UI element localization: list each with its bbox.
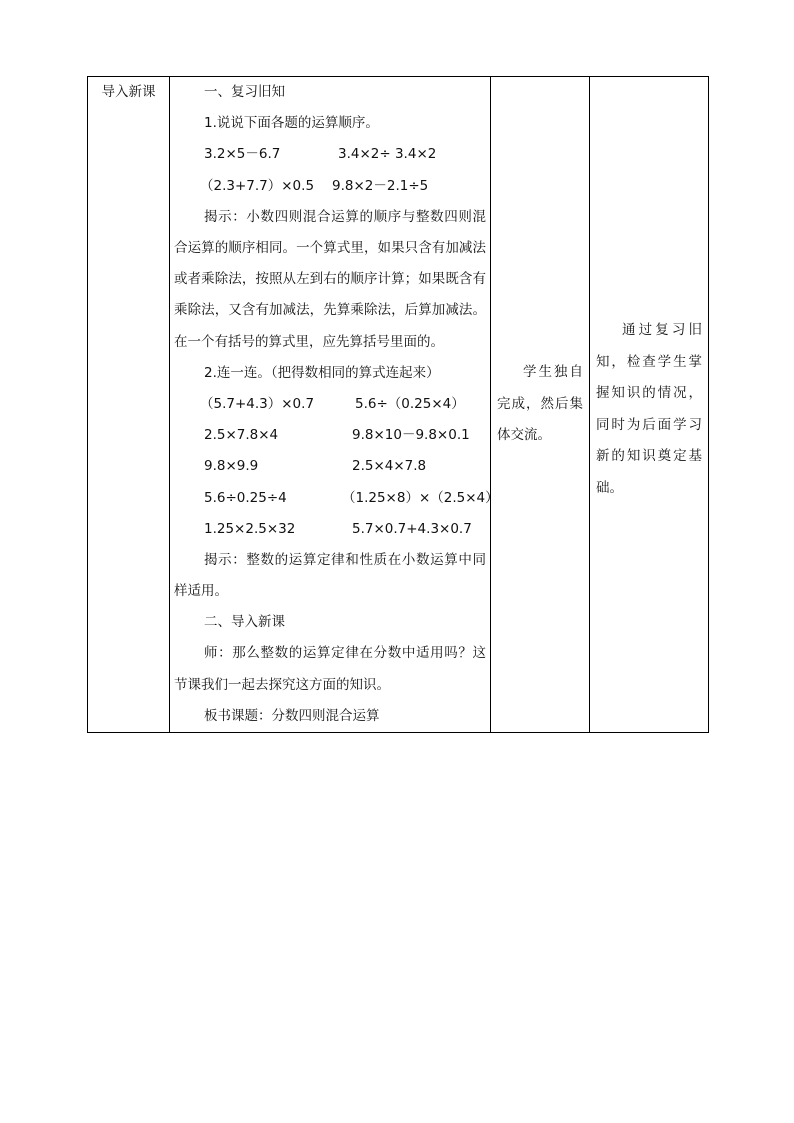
stage-cell: [88, 77, 170, 733]
student-activity-cell: [491, 77, 590, 733]
design-intent-cell: [590, 77, 709, 733]
content-body: [170, 77, 499, 732]
content-cell: [170, 77, 499, 733]
q1-expr: （2.3+7.7）×0.5: [200, 177, 315, 194]
lesson-plan-table: [87, 76, 709, 733]
q2-pair-row: [174, 514, 486, 545]
stage-label: 导入新课: [101, 84, 156, 100]
student-activity-text: 学生独自完成，然后集体交流。: [497, 364, 583, 444]
q2-expr-left: 2.5×7.8×4: [204, 427, 279, 444]
q2-expr-right: 5.6÷（0.25×4）: [355, 395, 465, 412]
q2-expr-left: 1.25×2.5×32: [204, 520, 296, 537]
q2-expr-right: （1.25×8）×（2.5×4）: [342, 489, 499, 506]
q1-expr-row: [174, 139, 486, 170]
question-2: 2.连一连。（把得数相同的算式连起来）: [204, 364, 440, 381]
q2-expr-left: （5.7+4.3）×0.7: [200, 395, 315, 412]
board-title: 板书课题：分数四则混合运算: [204, 707, 380, 724]
reveal-1: 揭示：小数四则混合运算的顺序与整数四则混合运算的顺序相同。一个算式里，如果只含有加减法或者乘除法，按照从左到右的顺序计算；如果既含有乘除法，又含有加减法，先算乘除法，后算加减法。在一个有括号的算式里，应先算括号里面的。: [174, 208, 486, 350]
q2-pair-row: [174, 420, 486, 451]
q2-expr-left: 5.6÷0.25÷4: [204, 489, 287, 506]
q2-pair-row: [174, 483, 499, 514]
q2-expr-right: 2.5×4×7.8: [352, 458, 427, 475]
intro-heading: 二、导入新课: [204, 614, 285, 631]
reveal-2: 揭示：整数的运算定律和性质在小数运算中同样适用。: [174, 551, 486, 600]
design-intent-text: 通过复习旧知，检查学生掌握知识的情况，同时为后面学习新的知识奠定基础。: [596, 322, 702, 496]
teacher-question: 师：那么整数的运算定律在分数中适用吗？这节课我们一起去探究这方面的知识。: [174, 645, 486, 693]
q1-expr: 3.4×2÷ 3.4×2: [338, 146, 437, 163]
q2-pair-row: [174, 451, 486, 482]
q2-expr-right: 9.8×10－9.8×0.1: [352, 427, 470, 444]
q1-expr: 9.8×2－2.1÷5: [332, 177, 429, 194]
q2-expr-left: 9.8×9.9: [204, 458, 259, 475]
q2-pair-row: [174, 389, 486, 420]
q1-expr: 3.2×5－6.7: [204, 146, 281, 163]
table-row: [88, 77, 709, 733]
q1-expr-row: [174, 171, 486, 202]
q2-expr-right: 5.7×0.7+4.3×0.7: [352, 520, 472, 537]
review-heading: 一、复习旧知: [204, 84, 285, 100]
question-1: 1.说说下面各题的运算顺序。: [204, 115, 379, 132]
